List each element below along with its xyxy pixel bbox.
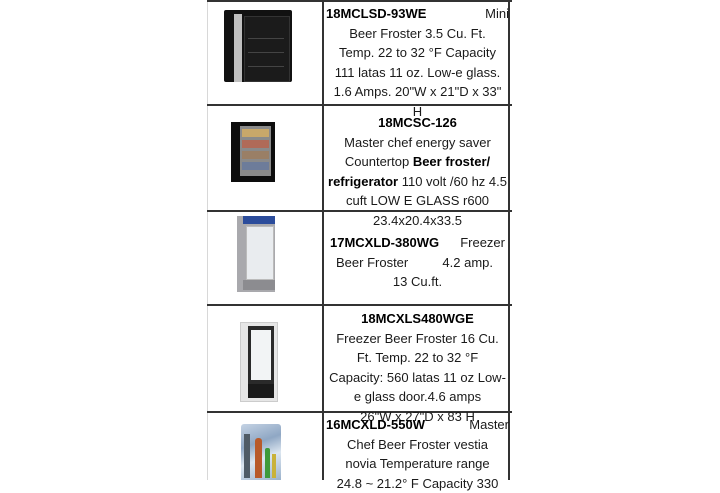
table-row: 16MCXLD-550W Master Chef Beer Froster vestia novia Temperature range 24.8 ~ 21.2° F Capacity 330 <box>326 417 509 491</box>
model-number: 17MCXLD-380WG <box>330 235 440 250</box>
product-image-upright-grey-freezer <box>237 216 275 294</box>
table-left-border <box>207 0 208 480</box>
table-row: 17MCXLD-380WG Freezer Beer Froster 4.2 amp. 13 Cu.ft. <box>330 235 505 289</box>
row-divider <box>207 0 512 2</box>
product-image-upright-white-freezer <box>240 320 276 400</box>
product-image-countertop-refrigerator <box>231 122 275 184</box>
table-row: 18MCLSD-93WE Mini Beer Froster 3.5 Cu. Ft. Temp. 22 to 32 °F Capacity 111 latas 11 oz. Low-e glass. 1.6 Amps. 20"W x 21"D x 33" H <box>326 6 509 119</box>
model-number: 18MCSC-126 <box>378 115 457 130</box>
model-number: 16MCXLD-550W <box>326 417 425 432</box>
table-row: 18MCSC-126 Master chef energy saver Countertop Beer froster/ refrigerator 110 volt /60 hz 4.5 cuft LOW E GLASS r600 23.4x20.4x33.5 <box>328 115 507 228</box>
model-number: 18MCXLS480WGE <box>361 311 474 326</box>
row-divider <box>207 304 512 306</box>
model-number: 18MCLSD-93WE <box>326 6 427 21</box>
product-image-black-mini-froster <box>224 10 292 86</box>
column-divider <box>322 0 324 480</box>
product-image-printed-beer-froster <box>241 424 281 480</box>
table-row: 18MCXLS480WGE Freezer Beer Froster 16 Cu. Ft. Temp. 22 to 32 °F Capacity: 560 latas 11 oz Low- e glass door.4.6 amps 26"W x 27"D x 83 H <box>329 311 506 424</box>
